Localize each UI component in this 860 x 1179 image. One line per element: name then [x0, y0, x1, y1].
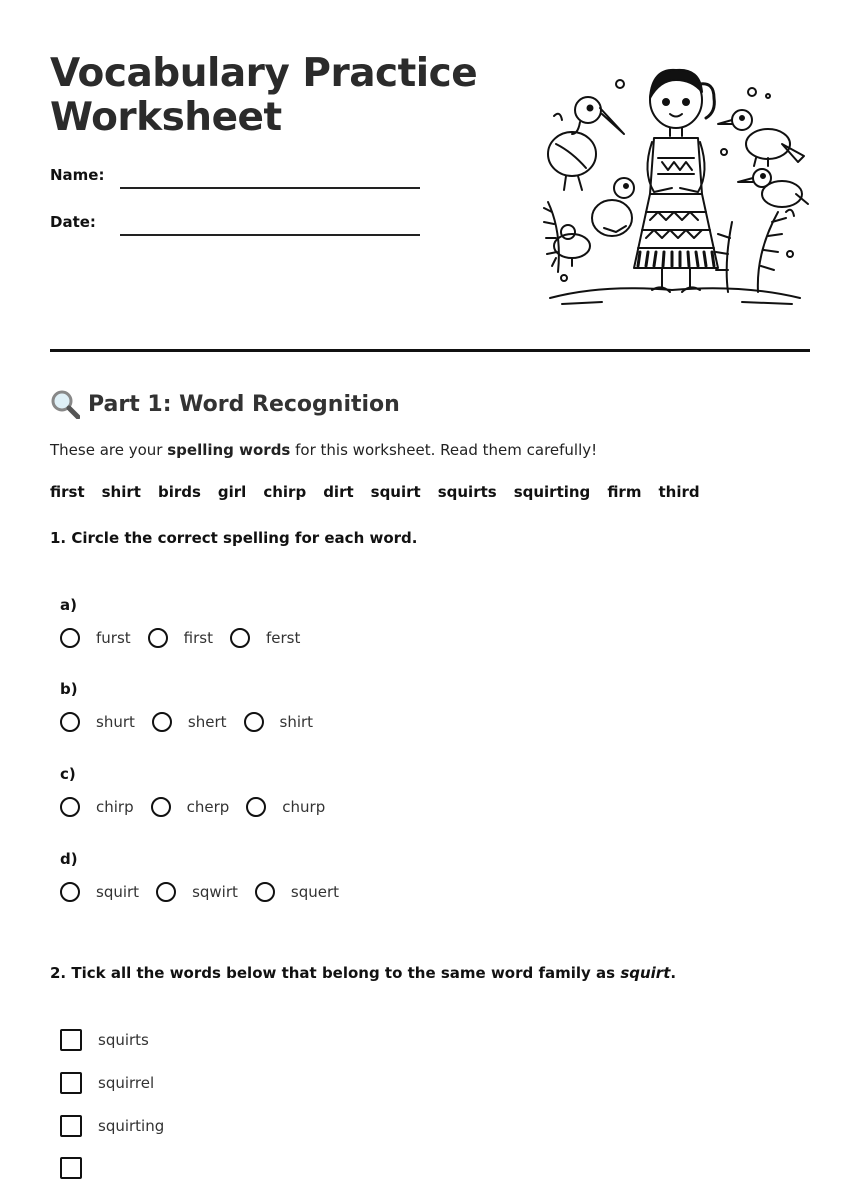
radio-circle[interactable] [60, 797, 80, 817]
date-field[interactable] [50, 213, 420, 243]
radio-circle[interactable] [60, 712, 80, 732]
question-2-suffix: . [670, 964, 677, 982]
option-squirt[interactable] [60, 882, 139, 902]
option-label: ferst [265, 629, 301, 647]
question-2-prompt [50, 964, 676, 982]
checkbox-label: squirrel [98, 1074, 155, 1092]
title-line-2: Worksheet [50, 95, 282, 140]
radio-circle[interactable] [246, 797, 266, 817]
option-sqwirt[interactable] [156, 882, 238, 902]
intro-prefix: These are your [50, 441, 168, 459]
option-label: shurt [96, 713, 135, 731]
option-label: churp [282, 798, 326, 816]
item-letter: d) [60, 850, 78, 868]
radio-circle[interactable] [152, 712, 172, 732]
question-1-prompt: 1. Circle the correct spelling for each word. [50, 529, 418, 547]
intro-suffix: for this worksheet. Read them carefully! [290, 441, 598, 459]
option-squert[interactable] [255, 882, 339, 902]
spelling-word: girl [217, 483, 247, 501]
checkbox-box[interactable] [60, 1157, 82, 1179]
option-label: cherp [186, 798, 230, 816]
checkbox-box[interactable] [60, 1115, 82, 1137]
option-churp[interactable] [246, 797, 325, 817]
checkbox-squirrel[interactable] [60, 1072, 154, 1094]
part1-heading-text: Part 1: Word Recognition [88, 391, 400, 417]
section-divider [50, 349, 810, 352]
question-2-word: squirt [620, 964, 671, 982]
option-label: shirt [279, 713, 314, 731]
checkbox-partial[interactable] [60, 1157, 98, 1179]
radio-circle[interactable] [151, 797, 171, 817]
spelling-word: chirp [263, 483, 307, 501]
checkbox-squirts[interactable] [60, 1029, 149, 1051]
spelling-word: first [50, 483, 85, 501]
date-line[interactable] [120, 234, 420, 236]
part1-heading [50, 388, 400, 420]
checkbox-box[interactable] [60, 1029, 82, 1051]
radio-circle[interactable] [60, 882, 80, 902]
name-line[interactable] [120, 187, 420, 189]
radio-circle[interactable] [156, 882, 176, 902]
spelling-word: firm [607, 483, 642, 501]
spelling-word-list [50, 483, 700, 501]
option-shirt[interactable] [244, 712, 314, 732]
radio-circle[interactable] [60, 628, 80, 648]
spelling-word: squirting [513, 483, 591, 501]
option-label: squert [290, 883, 340, 901]
radio-circle[interactable] [244, 712, 264, 732]
radio-circle[interactable] [148, 628, 168, 648]
spelling-word: third [658, 483, 700, 501]
spelling-word: birds [157, 483, 201, 501]
item-letter: a) [60, 596, 77, 614]
title-line-1: Vocabulary Practice [50, 51, 478, 96]
option-label: sqwirt [192, 883, 238, 901]
name-label: Name: [50, 166, 105, 184]
page-title [50, 52, 477, 140]
item-letter: c) [60, 765, 76, 783]
spelling-word: squirt [370, 483, 421, 501]
option-cherp[interactable] [151, 797, 230, 817]
checkbox-box[interactable] [60, 1072, 82, 1094]
checkbox-label: squirts [98, 1031, 149, 1049]
option-label: first [183, 629, 213, 647]
option-label: furst [96, 629, 131, 647]
option-furst[interactable] [60, 628, 131, 648]
option-label: squirt [96, 883, 140, 901]
radio-circle[interactable] [255, 882, 275, 902]
option-shert[interactable] [152, 712, 227, 732]
option-shurt[interactable] [60, 712, 135, 732]
option-first[interactable] [148, 628, 213, 648]
checkbox-squirting[interactable] [60, 1115, 164, 1137]
option-label: shert [187, 713, 227, 731]
option-label: chirp [96, 798, 134, 816]
magnifying-glass-icon [50, 389, 80, 419]
item-letter: b) [60, 680, 78, 698]
question-2-prefix: 2. Tick all the words below that belong to the same word family as [50, 964, 621, 982]
spelling-word: dirt [323, 483, 354, 501]
worksheet-page [50, 0, 810, 1161]
intro-bold: spelling words [167, 441, 291, 459]
girl-with-birds-illustration [542, 62, 810, 312]
date-label: Date: [50, 213, 96, 231]
radio-circle[interactable] [230, 628, 250, 648]
checkbox-label: squirting [98, 1117, 165, 1135]
spelling-word: shirt [101, 483, 141, 501]
option-chirp[interactable] [60, 797, 134, 817]
name-field[interactable] [50, 166, 420, 196]
spelling-word: squirts [437, 483, 497, 501]
option-ferst[interactable] [230, 628, 300, 648]
intro-text [50, 441, 597, 459]
